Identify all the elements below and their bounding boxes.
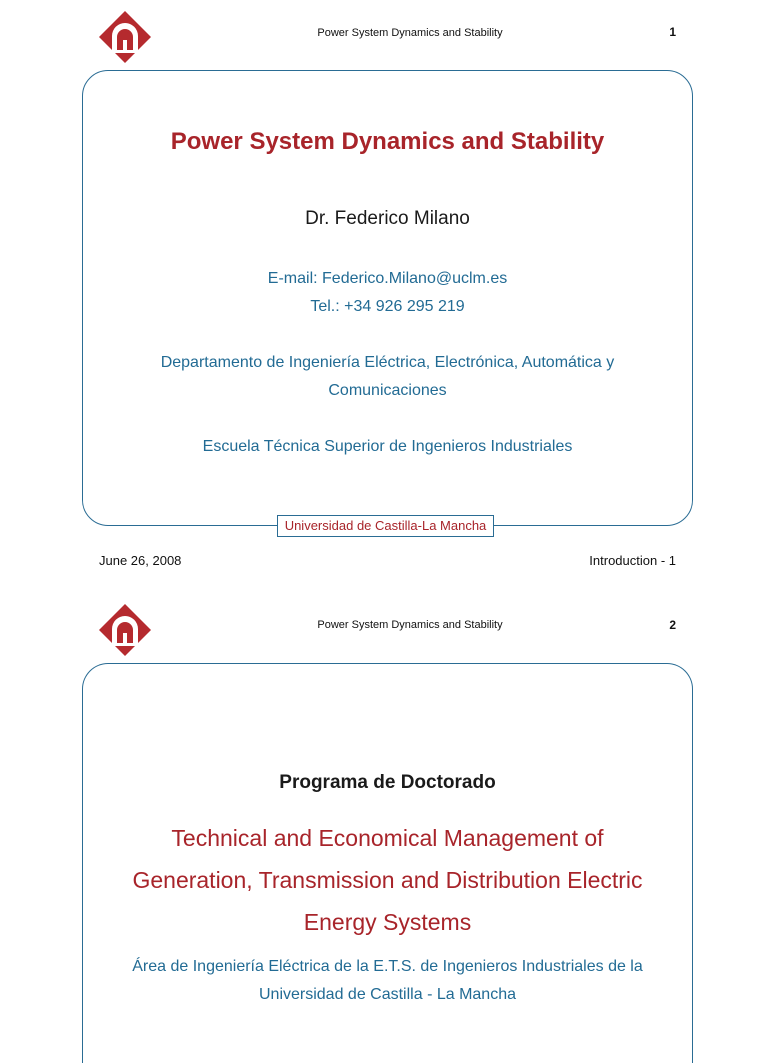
phone-line: Tel.: +34 926 295 219 xyxy=(310,298,465,315)
page-number: 2 xyxy=(669,618,676,632)
page-2 xyxy=(0,592,768,1024)
footer-section: Introduction - 1 xyxy=(589,553,676,568)
program-title-line-1: Technical and Economical Management of xyxy=(171,825,604,851)
area-line-2: Universidad de Castilla - La Mancha xyxy=(258,986,516,1003)
page-number: 1 xyxy=(669,25,676,39)
school-name: Escuela Técnica Superior de Ingenieros Industriales xyxy=(202,438,573,455)
program-title-line-3: Energy Systems xyxy=(303,909,472,935)
program-title-line-2: Generation, Transmission and Distribution Electric xyxy=(132,867,643,893)
email-label: E-mail: xyxy=(267,270,323,287)
university-label: Universidad de Castilla-La Mancha xyxy=(277,515,494,537)
area-text xyxy=(112,953,663,1009)
department-line-1: Departamento de Ingeniería Eléctrica, Electrónica, Automática y xyxy=(160,354,615,371)
program-title xyxy=(112,817,663,943)
program-heading: Programa de Doctorado xyxy=(279,772,496,793)
department xyxy=(112,349,663,405)
department-line-2: Comunicaciones xyxy=(328,382,447,399)
author-name: Dr. Federico Milano xyxy=(305,208,470,229)
area-line-1: Área de Ingeniería Eléctrica de la E.T.S. de Ingenieros Industriales de la xyxy=(132,958,643,975)
running-title: Power System Dynamics and Stability xyxy=(317,27,503,39)
running-title: Power System Dynamics and Stability xyxy=(317,619,503,631)
slide-title: Power System Dynamics and Stability xyxy=(170,128,605,155)
contact-block xyxy=(82,265,693,321)
footer-date: June 26, 2008 xyxy=(99,553,182,568)
email-link[interactable]: Federico.Milano@uclm.es xyxy=(322,270,508,287)
email-line xyxy=(82,265,693,293)
